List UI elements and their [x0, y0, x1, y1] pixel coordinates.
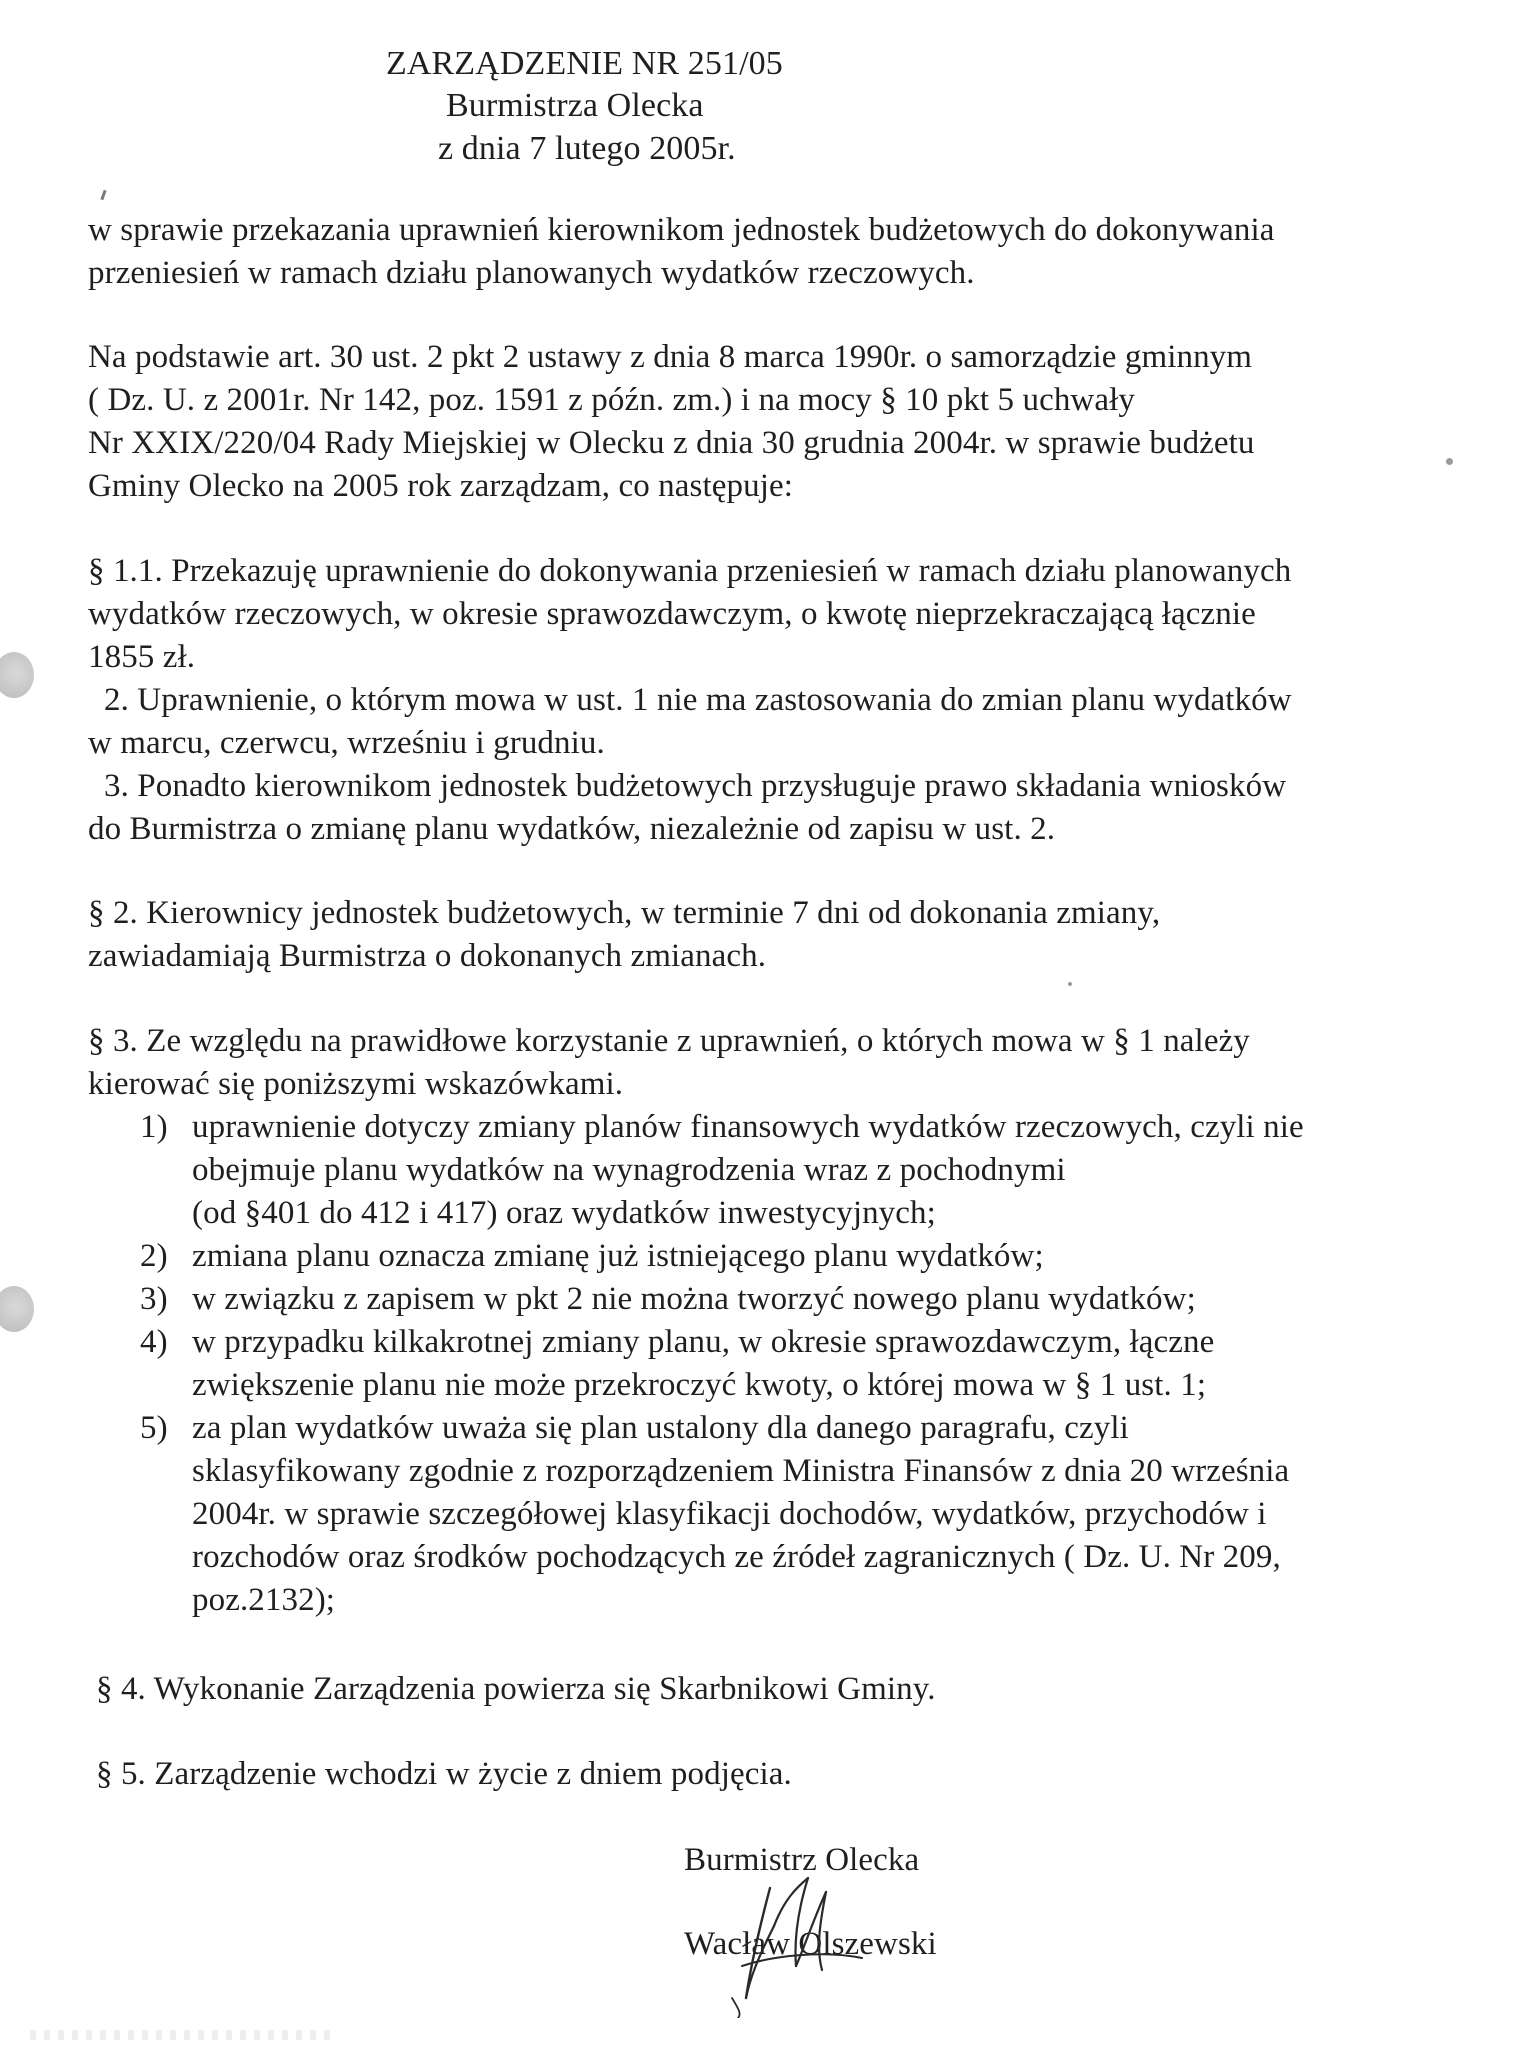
section-1-point-2: 2. Uprawnienie, o którym mowa w ust. 1 nie ma zastosowania do zmian planu wydatków	[104, 682, 1292, 718]
document-title: ZARZĄDZENIE NR 251/05	[386, 45, 783, 82]
list-item-text: sklasyfikowany zgodnie z rozporządzeniem Ministra Finansów z dnia 20 września	[192, 1453, 1290, 1489]
section-2-line: § 2. Kierownicy jednostek budżetowych, w terminie 7 dni od dokonania zmiany,	[88, 895, 1161, 931]
list-item-text: za plan wydatków uważa się plan ustalony dla danego paragrafu, czyli	[192, 1410, 1129, 1446]
section-1-point-2: w marcu, czerwcu, wrześniu i grudniu.	[88, 725, 605, 761]
section-3-intro: kierować się poniższymi wskazówkami.	[88, 1066, 624, 1102]
list-item-number: 1)	[140, 1109, 168, 1145]
section-5: § 5. Zarządzenie wchodzi w życie z dniem podjęcia.	[96, 1756, 792, 1792]
preamble-line: ( Dz. U. z 2001r. Nr 142, poz. 1591 z późn. zm.) i na mocy § 10 pkt 5 uchwały	[88, 382, 1135, 418]
list-item-number: 4)	[140, 1324, 168, 1360]
scan-mark	[100, 190, 106, 200]
list-item-text: (od §401 do 412 i 417) oraz wydatków inwestycyjnych;	[192, 1195, 936, 1231]
list-item-text: 2004r. w sprawie szczegółowej klasyfikacji dochodów, wydatków, przychodów i	[192, 1496, 1267, 1532]
section-3-intro: § 3. Ze względu na prawidłowe korzystanie z uprawnień, o których mowa w § 1 należy	[88, 1023, 1250, 1059]
list-item-text: poz.2132);	[192, 1582, 336, 1618]
subject-line: w sprawie przekazania uprawnień kierownikom jednostek budżetowych do dokonywania	[88, 212, 1275, 248]
punch-hole	[0, 652, 34, 698]
preamble-line: Na podstawie art. 30 ust. 2 pkt 2 ustawy z dnia 8 marca 1990r. o samorządzie gminnym	[88, 339, 1253, 375]
list-item-text: rozchodów oraz środków pochodzących ze źródeł zagranicznych ( Dz. U. Nr 209,	[192, 1539, 1281, 1575]
list-item-number: 3)	[140, 1281, 168, 1317]
list-item-number: 5)	[140, 1410, 168, 1446]
section-1-line: § 1.1. Przekazuję uprawnienie do dokonywania przeniesień w ramach działu planowanych	[88, 553, 1292, 589]
list-item-text: uprawnienie dotyczy zmiany planów finansowych wydatków rzeczowych, czyli nie	[192, 1109, 1304, 1145]
list-item-text: zwiększenie planu nie może przekroczyć kwoty, o której mowa w § 1 ust. 1;	[192, 1367, 1207, 1403]
section-2-line: zawiadamiają Burmistrza o dokonanych zmianach.	[88, 938, 767, 974]
scan-speck	[1446, 458, 1453, 465]
subject-line: przeniesień w ramach działu planowanych wydatków rzeczowych.	[88, 255, 975, 291]
preamble-line: Nr XXIX/220/04 Rady Miejskiej w Olecku z dnia 30 grudnia 2004r. w sprawie budżetu	[88, 425, 1255, 461]
handwritten-signature	[712, 1848, 882, 2018]
section-4: § 4. Wykonanie Zarządzenia powierza się Skarbnikowi Gminy.	[96, 1671, 936, 1707]
section-1-point-3: do Burmistrza o zmianę planu wydatków, niezależnie od zapisu w ust. 2.	[88, 811, 1056, 847]
list-item-text: obejmuje planu wydatków na wynagrodzenia wraz z pochodnymi	[192, 1152, 1066, 1188]
document-issuer: Burmistrza Olecka	[446, 87, 704, 124]
preamble-line: Gminy Olecko na 2005 rok zarządzam, co następuje:	[88, 468, 793, 504]
scan-noise	[30, 2030, 330, 2040]
signatory-title: Burmistrz Olecka	[684, 1842, 920, 1878]
document-date: z dnia 7 lutego 2005r.	[438, 130, 736, 167]
punch-hole	[0, 1286, 34, 1332]
scan-speck	[1068, 982, 1072, 986]
section-1-point-3: 3. Ponadto kierownikom jednostek budżetowych przysługuje prawo składania wniosków	[104, 768, 1287, 804]
section-1-line: 1855 zł.	[88, 639, 196, 675]
list-item-text: w związku z zapisem w pkt 2 nie można tworzyć nowego planu wydatków;	[192, 1281, 1196, 1317]
list-item-text: zmiana planu oznacza zmianę już istniejącego planu wydatków;	[192, 1238, 1044, 1274]
list-item-number: 2)	[140, 1238, 168, 1274]
signatory-name: Wacław Olszewski	[684, 1926, 937, 1962]
list-item-text: w przypadku kilkakrotnej zmiany planu, w okresie sprawozdawczym, łączne	[192, 1324, 1215, 1360]
section-1-line: wydatków rzeczowych, w okresie sprawozdawczym, o kwotę nieprzekraczającą łącznie	[88, 596, 1256, 632]
